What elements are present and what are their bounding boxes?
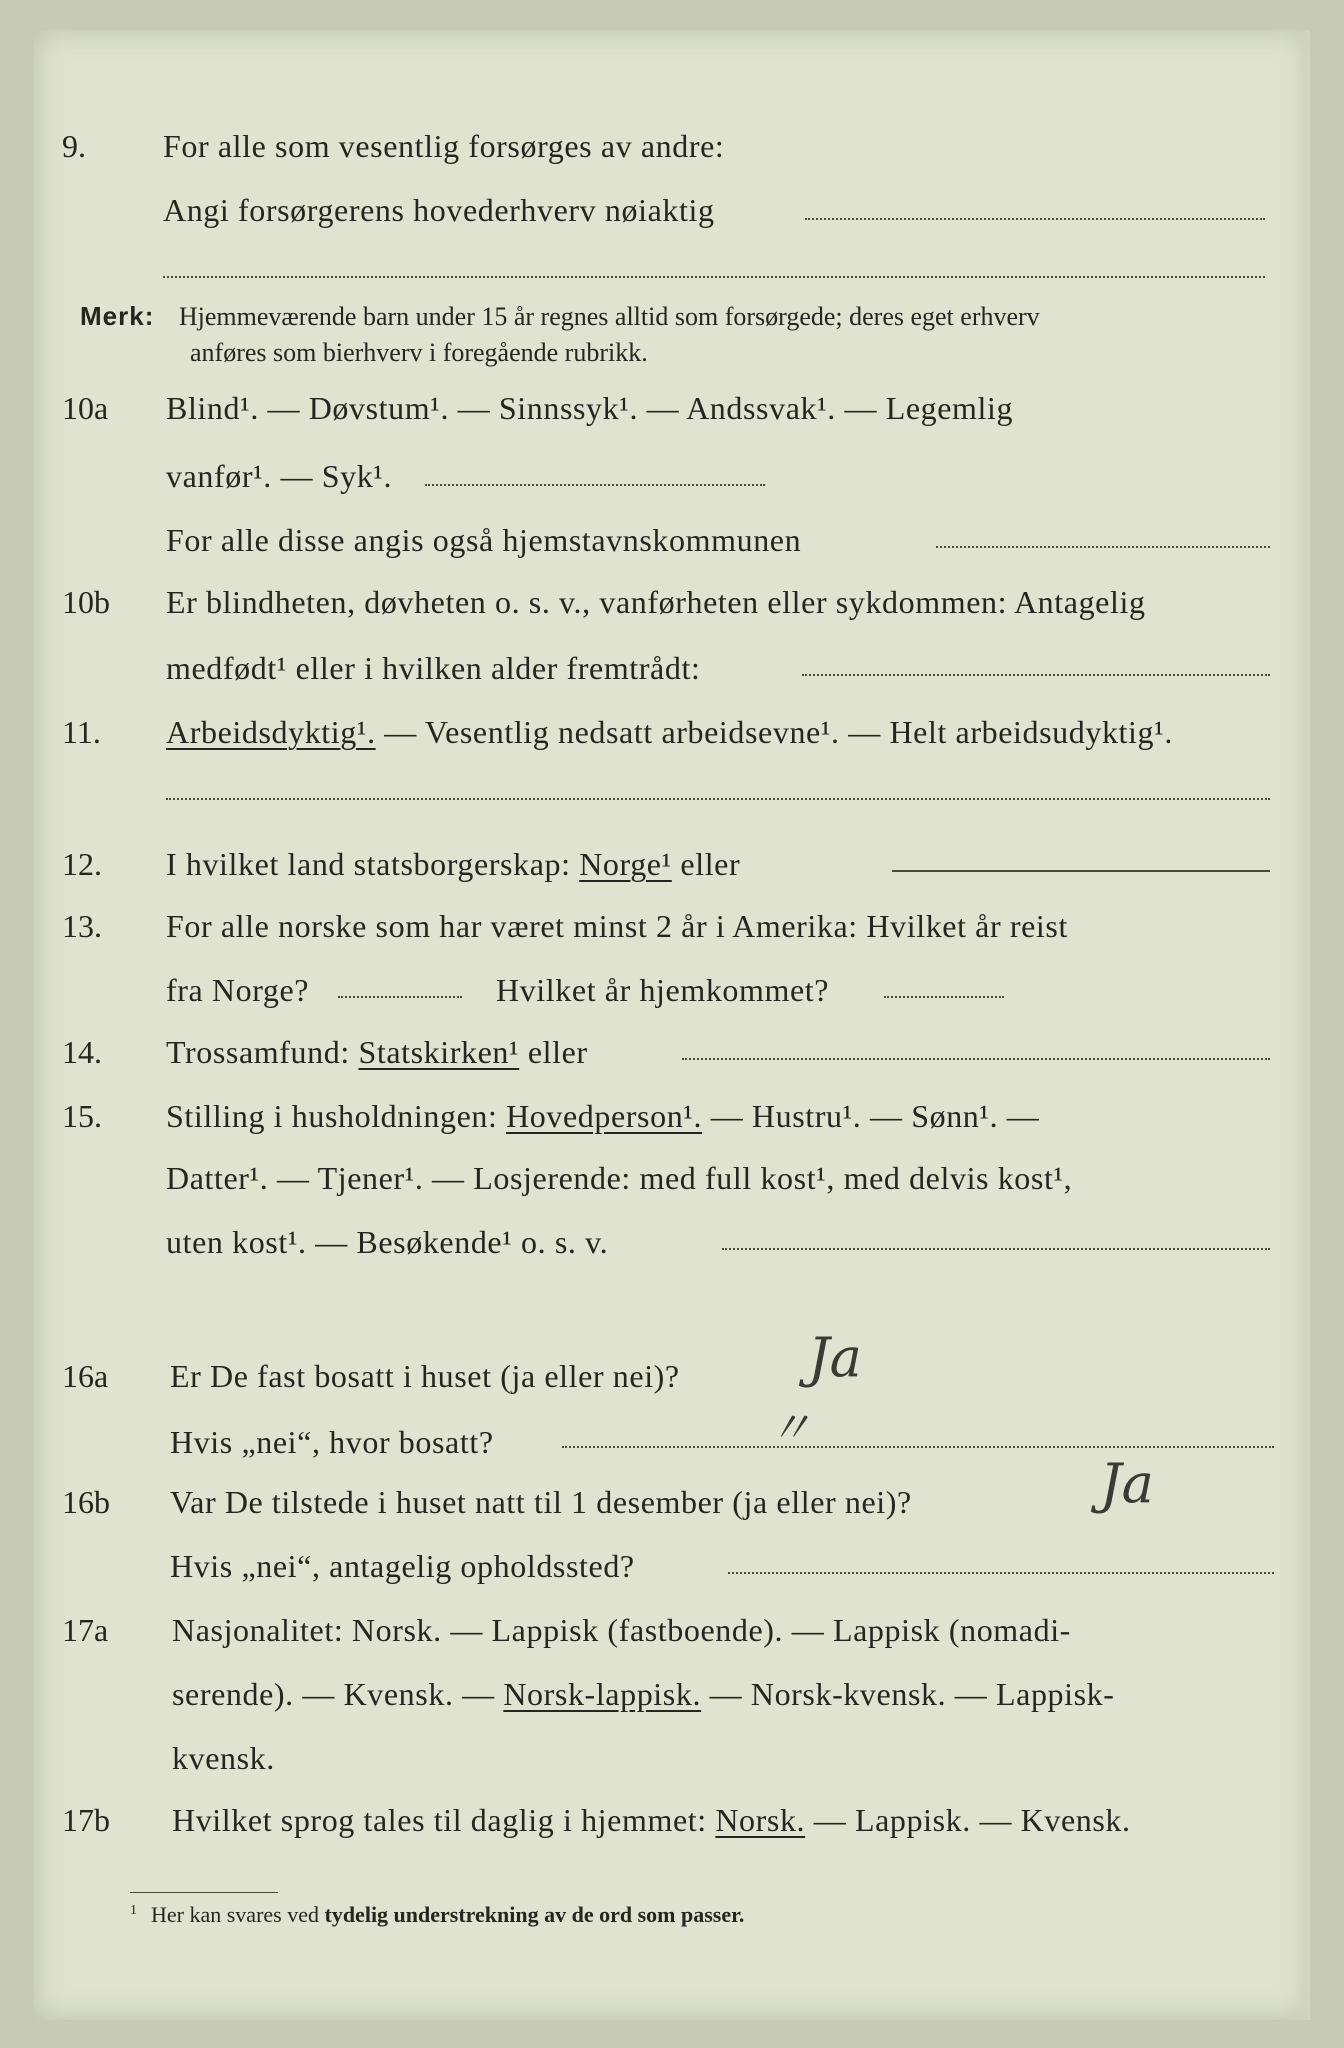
q10b-answer-line[interactable]	[802, 674, 1270, 676]
q17b-post: — Lappisk. — Kvensk.	[805, 1802, 1131, 1838]
q16b-answer-line[interactable]	[728, 1572, 1274, 1574]
q13-reist-line[interactable]	[338, 996, 462, 998]
q13-line2a: fra Norge?	[166, 972, 310, 1008]
q17b-number: 17b	[62, 1802, 110, 1838]
q16b-line1: Var De tilstede i huset natt til 1 desember (ja eller nei)?	[170, 1484, 912, 1520]
q12-line	[166, 844, 740, 884]
q15-answer-line[interactable]	[722, 1248, 1270, 1250]
q17b-pre: Hvilket sprog tales til daglig i hjemmet:	[172, 1802, 716, 1838]
q16a-ditto-mark: 〃	[768, 1403, 812, 1454]
q16b-line2: Hvis „nei“, antagelig opholdssted?	[170, 1548, 635, 1584]
q17a-line2a: serende). — Kvensk. —	[172, 1676, 504, 1712]
q16a-line1: Er De fast bosatt i huset (ja eller nei)?	[170, 1358, 680, 1394]
footnote-divider	[130, 1892, 278, 1893]
q9-number: 9.	[62, 128, 86, 164]
q16a-line2: Hvis „nei“, hvor bosatt?	[170, 1424, 494, 1460]
q14-pre: Trossamfund:	[166, 1034, 359, 1070]
q10a-hjemstavn-line[interactable]	[936, 546, 1270, 548]
merk-line1: Hjemmeværende barn under 15 år regnes alltid som forsørgede; deres eget erhverv	[178, 302, 1040, 331]
q9-answer-line[interactable]	[805, 218, 1265, 220]
q13-line2b: Hvilket år hjemkommet?	[496, 972, 830, 1008]
q16a-handwritten-answer[interactable]: Ja	[808, 1326, 862, 1389]
q16a-answer-line[interactable]	[562, 1446, 1274, 1448]
footnote-bold: tydelig understrekning av de ord som passer.	[324, 1902, 745, 1927]
q10b-number: 10b	[62, 584, 110, 620]
q12-post: eller	[671, 846, 741, 882]
q14-number: 14.	[62, 1034, 102, 1070]
q11-answer-line[interactable]	[166, 798, 1270, 800]
q15-line2: Datter¹. — Tjener¹. — Losjerende: med full kost¹, med delvis kost¹,	[166, 1160, 1073, 1196]
q15-pre: Stilling i husholdningen:	[166, 1098, 507, 1134]
footnote-mark: 1	[130, 1903, 137, 1918]
q12-number: 12.	[62, 846, 102, 882]
q11-opt-arbeidsdyktig[interactable]: Arbeidsdyktig¹.	[166, 714, 376, 750]
q10a-answer-line[interactable]	[425, 484, 765, 486]
q9-line2: Angi forsørgerens hovederhverv nøiaktig	[163, 192, 715, 228]
q17b-opt-norsk[interactable]: Norsk.	[715, 1802, 806, 1838]
q15-line3: uten kost¹. — Besøkende¹ o. s. v.	[166, 1224, 609, 1260]
q16a-number: 16a	[62, 1358, 109, 1394]
q14-answer-line[interactable]	[682, 1058, 1270, 1060]
q10a-number: 10a	[62, 390, 109, 426]
q16b-number: 16b	[62, 1484, 110, 1520]
footnote	[130, 1902, 744, 1928]
q13-hjemkommet-line[interactable]	[884, 996, 1004, 998]
q17a-line2	[172, 1674, 1115, 1714]
q15-number: 15.	[62, 1098, 102, 1134]
q12-answer-line[interactable]	[892, 870, 1270, 872]
q10b-line1: Er blindheten, døvheten o. s. v., vanførheten eller sykdommen: Antagelig	[166, 584, 1146, 620]
q10a-line1: Blind¹. — Døvstum¹. — Sinnssyk¹. — Andssvak¹. — Legemlig	[166, 390, 1014, 426]
q10a-line2: vanfør¹. — Syk¹.	[166, 458, 393, 494]
q14-opt-statskirken[interactable]: Statskirken¹	[358, 1034, 520, 1070]
q17b-line	[172, 1800, 1131, 1840]
q15-line1	[166, 1096, 1039, 1136]
q17a-number: 17a	[62, 1612, 109, 1648]
q17a-line3: kvensk.	[172, 1740, 275, 1776]
q14-line	[166, 1032, 588, 1072]
q9-line1: For alle som vesentlig forsørges av andre:	[163, 128, 725, 164]
q16b-handwritten-answer[interactable]: Ja	[1100, 1452, 1154, 1515]
q12-opt-norge[interactable]: Norge¹	[579, 846, 672, 882]
q10b-line2: medfødt¹ eller i hvilken alder fremtrådt:	[166, 650, 701, 686]
q13-line1: For alle norske som har været minst 2 år i Amerika: Hvilket år reist	[166, 908, 1068, 944]
q13-number: 13.	[62, 908, 102, 944]
merk-note	[80, 298, 1280, 371]
q11-rest: — Vesentlig nedsatt arbeidsevne¹. — Helt arbeidsudyktig¹.	[375, 714, 1173, 750]
merk-label: Merk:	[80, 301, 155, 331]
q15-opt-hovedperson[interactable]: Hovedperson¹.	[506, 1098, 703, 1134]
footnote-plain: Her kan svares ved	[151, 1902, 325, 1927]
q17a-line1: Nasjonalitet: Norsk. — Lappisk (fastboende). — Lappisk (nomadi-	[172, 1612, 1071, 1648]
q11-line	[166, 712, 1173, 752]
q11-number: 11.	[62, 714, 101, 750]
q17a-opt-norsk-lappisk[interactable]: Norsk-lappisk.	[503, 1676, 702, 1712]
q15-post: — Hustru¹. — Sønn¹. —	[702, 1098, 1040, 1134]
q17a-line2b: — Norsk-kvensk. — Lappisk-	[701, 1676, 1115, 1712]
q12-pre: I hvilket land statsborgerskap:	[166, 846, 580, 882]
q10a-line3: For alle disse angis også hjemstavnskommunen	[166, 522, 802, 558]
q14-post: eller	[519, 1034, 588, 1070]
merk-line2: anføres som bierhverv i foregående rubrikk.	[190, 338, 648, 367]
q9-answer-line2[interactable]	[163, 276, 1265, 278]
